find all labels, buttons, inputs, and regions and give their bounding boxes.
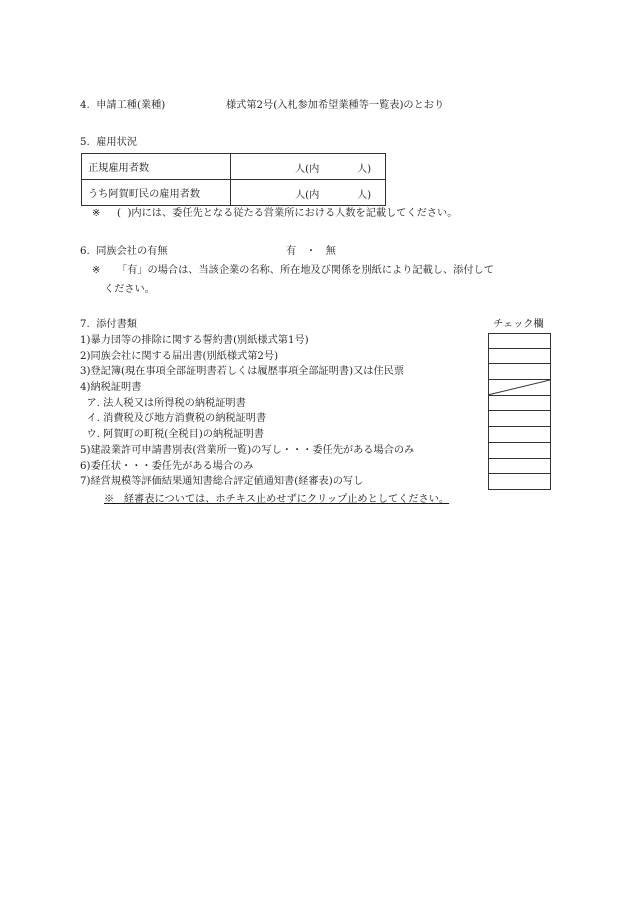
row-label-regular: 正規雇用者数 <box>82 154 231 180</box>
check-box[interactable] <box>488 443 551 459</box>
row-value-local <box>231 180 386 206</box>
section-4-value: 様式第2号(入札参加希望業種等一覧表)のとおり <box>226 100 445 111</box>
section-5-note-mark: ※ <box>92 208 101 219</box>
check-box[interactable] <box>488 474 551 490</box>
unit-close-text: 人) <box>357 164 372 175</box>
table-row <box>82 180 386 206</box>
employment-table <box>81 153 386 206</box>
list-item: 6)委任状・・・委任先がある場合のみ <box>80 461 254 472</box>
check-box[interactable] <box>488 333 551 349</box>
list-item: ア. 法人税又は所得税の納税証明書 <box>80 398 246 409</box>
section-6-note-line2: ください。 <box>104 284 155 295</box>
list-item: 1)暴力団等の排除に関する誓約書(別紙様式第1号) <box>80 335 309 346</box>
check-box[interactable] <box>488 427 551 443</box>
section-5-note: ( )内には、委任先となる従たる営業所における人数を記載してください。 <box>117 208 458 219</box>
list-item: 4)納税証明書 <box>80 382 142 393</box>
unit-close-text: 人) <box>357 190 372 201</box>
list-item: ウ. 阿賀町の町税(全税目)の納税証明書 <box>80 429 264 440</box>
diagonal-slash-icon <box>489 380 550 395</box>
check-box[interactable] <box>488 349 551 365</box>
section-6-note-line1: 「有」の場合は、当該企業の名称、所在地及び関係を別紙により記載し、添付して <box>117 265 494 276</box>
list-item: 3)登記簿(現在事項全部証明書若しくは履歴事項全部証明書)又は住民票 <box>80 366 405 377</box>
unit-text: 人(内 <box>295 164 320 175</box>
row-label-local: うち阿賀町民の雇用者数 <box>82 180 231 206</box>
check-box[interactable] <box>488 396 551 412</box>
list-item: 2)同族会社に関する届出書(別紙様式第2号) <box>80 351 279 362</box>
section-4-heading: 4. 申請工種(業種) <box>80 100 166 111</box>
list-item: 7)経営規模等評価結果通知書総合評定値通知書(経審表)の写し <box>80 476 364 487</box>
section-7-heading: 7. 添付書類 <box>80 319 137 330</box>
list-item: 5)建設業許可申請書別表(営業所一覧)の写し・・・委任先がある場合のみ <box>80 445 415 456</box>
check-box[interactable] <box>488 411 551 427</box>
unit-text: 人(内 <box>295 190 320 201</box>
check-box[interactable] <box>488 364 551 380</box>
row-value-regular <box>231 154 386 180</box>
check-column-header: チェック欄 <box>493 319 544 330</box>
section-5-heading: 5. 雇用状況 <box>80 137 137 148</box>
section-6-heading: 6. 同族会社の有無 <box>80 246 168 257</box>
section-6-note-mark: ※ <box>92 265 101 276</box>
table-row <box>82 154 386 180</box>
check-column <box>488 333 551 490</box>
check-box[interactable] <box>488 459 551 475</box>
section-7-note: ※ 経審表については、ホチキス止めせずにクリップ止めとしてください。 <box>104 494 450 505</box>
check-box-disabled <box>488 380 551 396</box>
section-6-options: 有 ・ 無 <box>286 246 336 257</box>
list-item: イ. 消費税及び地方消費税の納税証明書 <box>80 413 267 424</box>
